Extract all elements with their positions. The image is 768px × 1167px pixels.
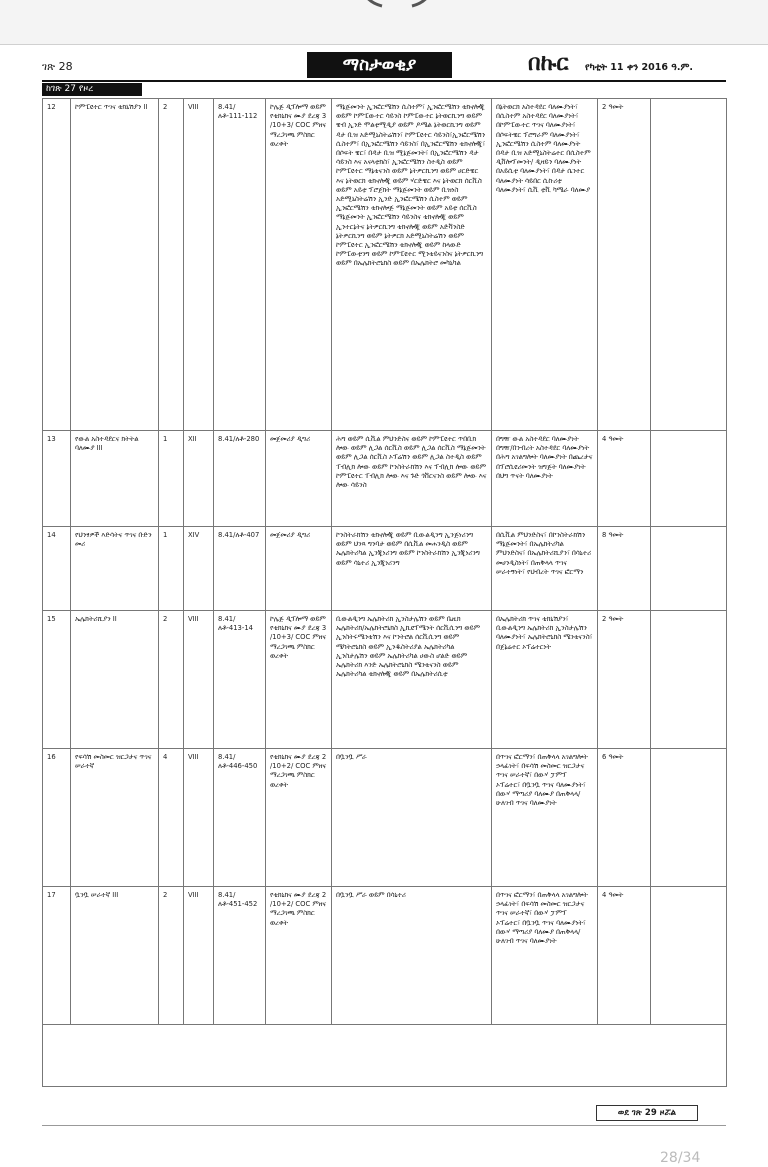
cell-years: 2 ዓመት: [598, 99, 651, 431]
cell-grade: VIII: [184, 611, 214, 749]
cell-years: 8 ዓመት: [598, 527, 651, 611]
cell-grade: VIII: [184, 99, 214, 431]
cell-empty: [651, 527, 727, 611]
cell-qty: 2: [159, 887, 184, 1025]
cell-years: 4 ዓመት: [598, 431, 651, 527]
cell-field: ሕግ ወይም ሲቪል ምህንድስና ወይም ኮምፒዩተር ጥበቢክ ሎው ወይም ሊጋል ሰርቪስ ወይም ሊጋል ሰርቪስ ማኔጅመንት ወይም ሊጋል ሰርቪስ ኦፕሬሽን ወይም ሊጋል ስተዲስ ወይም ፐብሊክ ሎው ወይም ኮንስትራክሽን እና ፕብሊክ ሎው ወይም ኮምፒዩተር ፐብሊክ ሎው እና ጉድ ጎቨርናንስ ወይም ሎው እና ሎው ሳይንስ: [332, 431, 492, 527]
cell-experience: በሲቪል ምህንድስና፣ በኮንስትራክሽን ማኔጅመንት፣ በኤሌክትሪካል ምህንድስና፣ በኤሌክትሪሺያን፣ በሳኒተሪ መሀንዲስነት፣ በጠቅላላ ጥገና ሠራተኝነት፣ የህብረት ጥገና ፎርማን: [492, 527, 598, 611]
header-rule: [42, 80, 726, 82]
cell-grade: XII: [184, 431, 214, 527]
cell-no: 17: [43, 887, 71, 1025]
cell-experience: በኤሌክትሪክ ጥገና ቴክኒሽያን፣ ቢውልዲንግ ኤሌክትሪክ ኢንስታሌሽን ባለሙያነት፣ ኤሌክትሮኒክስ ሜንቴናንስ፣ በጀኔሬተር ኦፕሬተርነት: [492, 611, 598, 749]
cell-experience: በጥገና ፎርማን፣ በጠቅላላ አገልግሎት ኃላፊነት፣ በፍሳሽ መስመር ዝርጋታና ጥገና ሠራተኛ፣ በውሃ ፓምፕ ኦፕሬተር፣ በቧንቧ ጥገና ባለሙያነት፣ በውሃ ማጣሪያ ባለሙያ በጠቅላላ/ሁለገብ ጥገና ባለሙያነት: [492, 749, 598, 887]
cell-level: የቴክኒክና ሙያ ደረጃ 2 /10+2/ COC ምዘና ማረጋገጫ ምስክር ወረቀት: [266, 887, 332, 1025]
cell-experience: በጥገና ፎርማን፣ በጠቅላላ አገልግሎት ኃላፊነት፣ በፍሳሽ መስመር ዝርጋታና ጥገና ሠራተኛ፣ በውሃ ፓምፕ ኦፕሬተር፣ በቧንቧ ጥገና ባለሙያነት፣ በውሃ ማጣሪያ ባለሙያ በጠቅላላ/ሁለገብ ጥገና ባለሙያነት: [492, 887, 598, 1025]
table-row: [43, 527, 727, 611]
page-number: ገጽ 28: [42, 60, 73, 73]
cell-title: የህንፃዎች እድሳትና ጥገና ቡድን መሪ: [71, 527, 159, 611]
cell-field: በቧንቧ ሥራ ወይም በሳኒተሪ: [332, 887, 492, 1025]
table-row-empty: [43, 1025, 727, 1087]
cell-level: የቴክኒክና ሙያ ደረጃ 2 /10+2/ COC ምዘና ማረጋገጫ ምስክር ወረቀት: [266, 749, 332, 887]
table-row: [43, 99, 727, 431]
page-title: ማስታወቂያ: [307, 52, 452, 78]
cell-empty: [651, 611, 727, 749]
cell-grade: XIV: [184, 527, 214, 611]
vacancy-table: [42, 98, 727, 1087]
cell-code: 8.41/ለቶ-446-450: [214, 749, 266, 887]
cell-experience: በግዥ ውል አስተዳደር ባለሙያነት በግዥ/በንብረት አስተዳደር ባለሙያነት በሕግ አገልግሎት ባለሙያነት በጨረታና በፕሮሲዩሪመንት ዝግጅት ባለሙያነት በህግ ጥናት ባለሙያነት: [492, 431, 598, 527]
continued-from-label: ከገጽ 27 የዞረ: [42, 83, 142, 96]
cell-code: 8.41/ለቶ-280: [214, 431, 266, 527]
cell-level: ኮሌጅ ዲፕሎማ ወይም የቴክኒክና ሙያ ደረጃ 3 /10+3/ COC ምዘና ማረጋገጫ ምስክር ወረቀት: [266, 99, 332, 431]
table-row: [43, 887, 727, 1025]
newspaper-brand: በኩር: [528, 51, 569, 76]
cell-experience: በኔትወርክ አስተዳደር ባለሙያነት፣ በሲስተም አስተዳደር ባለሙያነት፣ በኮምፒውተር ጥገና ባለሙያነት፣ በሶፍትዌር ፕሮግራም ባለሙያነት፣ ኢንፎርሜሽን ሲስተም ባለሙያነት በዳታ ቢዝ አድሚኒስትሬተር በሲስተም ዲቨሎፕመንት/ ዲዛይን ባለሙያነት በአይሲቲ ባለሙያነት፣ በዳታ ሴንተር ባለሙያነት ሳይበር ሲኩሪቲ ባለሙያነት፣ ሲቪ ቲቪ ካሜራ ባለሙያ: [492, 99, 598, 431]
table-row: [43, 611, 727, 749]
cell-empty: [651, 99, 727, 431]
cell-qty: 1: [159, 431, 184, 527]
cell-years: 2 ዓመት: [598, 611, 651, 749]
page-header: [42, 52, 726, 82]
cell-empty: [651, 887, 727, 1025]
cell-title: ኮምፒዩተር ጥገና ቴክኒሽያን II: [71, 99, 159, 431]
table-row: [43, 749, 727, 887]
issue-date: የካቲት 11 ቀን 2016 ዓ.ም.: [585, 62, 693, 73]
cell-empty: [651, 749, 727, 887]
cell-qty: 2: [159, 99, 184, 431]
table-row: [43, 431, 727, 527]
cell-field: ቢውልዲንግ ኤሌክትሪክ ኢንስታሌሽን ወይም ቤዚክ ኤሌክትሪክ/ኤሌክትሮኒክስ ኢኪዩፕሜንት ሰርቪሲንግ ወይም ኢንስትሩሜንቴሽን እና ኮንትሮል ሰርቪሲንግ ወይም ሜካትሮኒክስ ወይም ኢንዱስትሪያል ኤሌክትሪካል ኢንስታሌሽን ወይም ኤሌክትሪካል ሀውስ ሆልድ ወይም ኤሌክትሪክ እንድ ኤሌክትሮኒክስ ሜንቴናንስ ወይም ኤሌክትሪካል ቴክኖሎጂ ወይም በኤሌክትሪሲቲ: [332, 611, 492, 749]
cell-field: ማኔጅመንት ኢንፎርሜሽን ሲስተም፣ ኢንፎርሜሽን ቴክኖሎጂ ወይም ኮምፒውተር ሳይንስ ኮምፒውተር ኔትወርኪንግ ወይም ዌብ ኢንድ ሞልቲሚዲያ ወይም ዶሜል ኔትወርኪንግ ወይም ዳታ ቢዝ አድሚኒስትሬሽን፣ ኮምፒዩተር ሳይንስ፣ኢንፎርሜሽን ሲስተም፣ በኢንፎርሜሽን ሳይንስ፣ በኢንፎርሜሽን ቴክኖሎጂ፣ በሶፍት ዌር፣ በዳታ ቢዝ ሚኔጅመንት፣ በኢንፎርሜሽን ዳታ ሳይንስ እና አናላቲክስ፣ ኢንፎርሜሽን ስተዲስ ወይም ኮምፒዩተር ማኔቴናንስ ወይም ኔትዎርኪንግ ወይም ሀርድዌር እና ኔትወርክ ቴክኖሎጂ ወይም ሃርድዌር እና ኔትወርክ ሰርቪስ ወይም አይቲ ፕሮጀክት ማኔጅመንት ወይም ቢዝነስ አድሚኒስትሬሽን ኢንድ ኢንፎርሜሽን ሲስተም ወይም ኢንፎርሜሽን ቴክኖሎጅ ማኔጅመንት ወይም አይቲ ሰርቪስ ማኔጅመንት ኢንፎርሜሽን ሳይንስና ቴክኖሎጂ ወይም ኢንተርኔትና ኔትዎርኪንግ ቴክኖሎጂ ወይም አድቫንስድ ኔትዎርኪንግ ወይም ኔትዎርክ አድሚኒስትሬሽን ወይም ኮምፒዩተር ኢንፎርሜሽን ቴክኖሎጂ ወይም ከላውድ ኮምፒውቲንግ ወይም ኮምፒዩተር ሚንቴይናንስና ኔትዎርኪንግ ወይም በኤሌክትሮኒክስ ወይም በኤሌክትሮ መካኒካል: [332, 99, 492, 431]
page-counter: 28/34: [660, 1150, 701, 1166]
cell-no: 16: [43, 749, 71, 887]
cell-years: 4 ዓመት: [598, 887, 651, 1025]
cell-no: 14: [43, 527, 71, 611]
footer-rule: [42, 1125, 726, 1126]
empty-cell: [43, 1025, 727, 1087]
cell-grade: VIII: [184, 887, 214, 1025]
cell-empty: [651, 431, 727, 527]
cell-years: 6 ዓመት: [598, 749, 651, 887]
cell-field: በቧንቧ ሥራ: [332, 749, 492, 887]
cell-title: ቧንቧ ሠራተኛ III: [71, 887, 159, 1025]
cell-field: ኮንስትራክሽን ቴክኖሎጂ ወይም ቢውልዲንግ ኢንጅነሪንግ ወይም ህንጻ ግንባታ ወይም በሲቪል መሐንዲስ ወይም ኤሌክትሪካል ኢንጂነሪንግ ወይም ኮንስትራክሽን ኢንጂነሪንግ ወይም ሳኒተሪ ኢንጂነሪንግ: [332, 527, 492, 611]
cell-title: የውል አስተዳደርና ክትትል ባለሙያ III: [71, 431, 159, 527]
top-band: [0, 0, 768, 45]
cell-level: መጀመሪያ ዲግሪ: [266, 527, 332, 611]
cell-title: ኤሌክትሪሺያን II: [71, 611, 159, 749]
cell-no: 12: [43, 99, 71, 431]
cell-code: 8.41/ለቶ-413-14: [214, 611, 266, 749]
cell-qty: 4: [159, 749, 184, 887]
cell-code: 8.41/ለቶ-407: [214, 527, 266, 611]
decorative-mark-icon: [352, 0, 472, 14]
cell-no: 13: [43, 431, 71, 527]
cell-qty: 2: [159, 611, 184, 749]
next-page-label: ወደ ገጽ 29 ዞሯል: [596, 1105, 698, 1121]
cell-code: 8.41/ለቶ-451-452: [214, 887, 266, 1025]
cell-code: 8.41/ለቶ-111-112: [214, 99, 266, 431]
cell-level: ኮሌጅ ዲፕሎማ ወይም የቴክኒክና ሙያ ደረጃ 3 /10+3/ COC ምዘና ማረጋገጫ ምስክር ወረቀት: [266, 611, 332, 749]
cell-grade: VIII: [184, 749, 214, 887]
cell-qty: 1: [159, 527, 184, 611]
cell-level: መጀመሪያ ዲግሪ: [266, 431, 332, 527]
cell-no: 15: [43, 611, 71, 749]
cell-title: የፍሳሽ መስመር ዝርጋታና ጥገና ሠራተኛ: [71, 749, 159, 887]
